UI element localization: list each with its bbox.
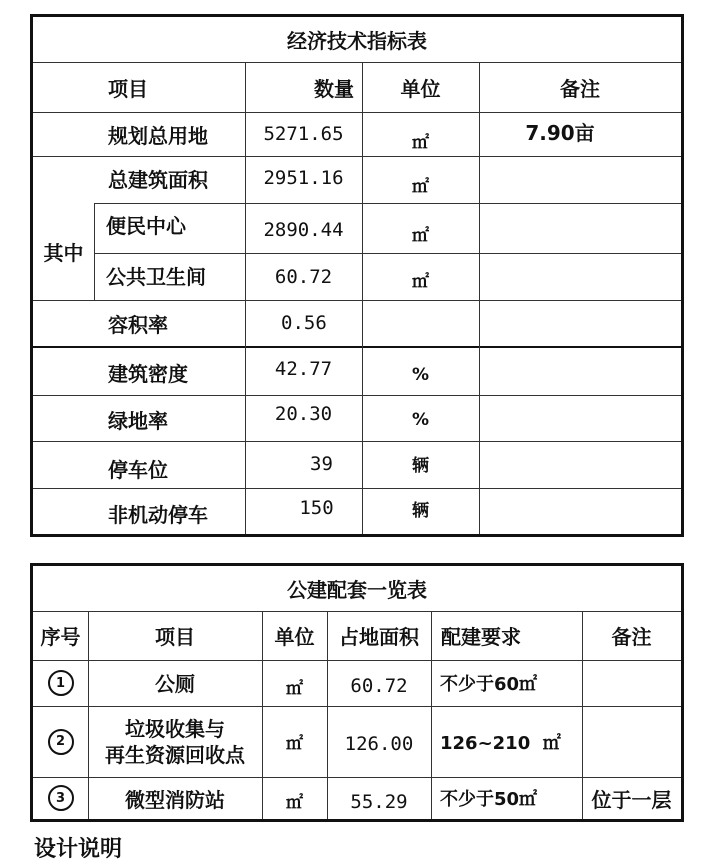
t2-row-requirement: 不少于50㎡: [440, 789, 538, 810]
t1-row-unit: ㎡: [412, 176, 429, 197]
t1-row-unit: 辆: [412, 455, 429, 476]
t2-row-unit: ㎡: [286, 734, 303, 754]
t1-row-quantity: 0.56: [281, 312, 327, 334]
t1-row-item: 非机动停车: [108, 502, 208, 527]
t1-row-quantity: 60.72: [274, 265, 333, 288]
t1-row-remark: [479, 156, 681, 203]
t2-header-unit: 单位: [274, 625, 315, 649]
t1-row-unit: %: [411, 364, 430, 385]
t1-row-unit: [362, 300, 479, 346]
t1-row-quantity: 2951.16: [263, 167, 344, 189]
t2-row-unit: ㎡: [286, 678, 303, 699]
t1-row-remark: 7.90亩: [525, 120, 595, 145]
t1-row-remark: [479, 300, 681, 346]
t1-row-unit: %: [411, 410, 430, 430]
t1-row-item: 公共卫生间: [106, 264, 206, 289]
t1-row-quantity: 20.30: [274, 403, 333, 425]
t1-row-unit: ㎡: [412, 132, 429, 153]
t1-row-item: 停车位: [108, 457, 168, 482]
t2-row-area: 55.29: [350, 791, 408, 813]
t1-row-item: 容积率: [108, 312, 168, 337]
t1-header-unit: 单位: [400, 76, 441, 101]
t1-header-quantity: 数量: [314, 76, 354, 101]
t2-header-no: 序号: [40, 625, 81, 649]
t1-row-quantity: 42.77: [274, 357, 333, 380]
t2-row-requirement: 不少于60㎡: [440, 674, 538, 695]
t1-vline: [94, 203, 95, 300]
t1-header-item: 项目: [108, 76, 148, 101]
t2-row-remark: [582, 706, 681, 777]
t1-group-label: 其中: [43, 241, 84, 265]
design-notes-heading: 设计说明: [34, 837, 123, 862]
circled-number-icon: 1: [48, 670, 74, 696]
t1-row-item: 建筑密度: [108, 362, 188, 386]
t2-header-remark: 备注: [611, 625, 652, 649]
t2-row-item: 公厕: [155, 671, 195, 696]
t1-row-item: 绿地率: [108, 408, 168, 433]
t1-row-quantity: 39: [310, 453, 333, 475]
t1-row-quantity: 2890.44: [263, 218, 344, 241]
t1-row-quantity: 150: [299, 497, 334, 519]
t2-row-no: [33, 660, 88, 706]
t2-row-unit: ㎡: [286, 792, 303, 813]
t2-row-area: 126.00: [344, 732, 414, 755]
t1-row-remark: [479, 253, 681, 300]
t2-row-remark: [582, 660, 681, 706]
t2-row-item: 微型消防站: [125, 787, 225, 812]
t2-row-no: [33, 777, 88, 819]
t1-row-quantity: 5271.65: [263, 123, 344, 145]
t1-row-item: 便民中心: [106, 213, 186, 238]
t1-row-remark: [479, 488, 681, 534]
t1-row-remark: [479, 346, 681, 395]
t2-row-no: [33, 706, 88, 777]
t2-header-item: 项目: [155, 625, 195, 649]
t1-row-unit: ㎡: [412, 272, 429, 292]
t1-header-remark: 备注: [560, 76, 600, 101]
table2-title: 公建配套一览表: [287, 578, 427, 602]
circled-number-icon: 2: [48, 729, 74, 755]
t2-row-item-line1: 垃圾收集与: [125, 716, 225, 741]
t2-row-requirement: 126~210 ㎡: [440, 732, 561, 754]
t1-row-unit: ㎡: [412, 226, 429, 246]
t2-header-requirement: 配建要求: [441, 625, 521, 649]
t2-row-item: [88, 706, 262, 777]
t1-row-item: 规划总用地: [108, 123, 208, 148]
t2-row-item-line2: 再生资源回收点: [105, 742, 245, 767]
t2-vline: [431, 611, 432, 819]
circled-number-icon: 3: [48, 785, 74, 811]
t1-row-item: 总建筑面积: [108, 167, 208, 192]
t1-row-remark: [479, 441, 681, 488]
t1-row-remark: [479, 395, 681, 441]
t2-header-area: 占地面积: [339, 625, 419, 649]
t1-row-remark: [479, 203, 681, 253]
t1-row-unit: 辆: [412, 500, 429, 521]
t2-row-remark: 位于一层: [591, 787, 672, 812]
table1-title: 经济技术指标表: [287, 29, 427, 53]
t2-row-area: 60.72: [350, 675, 408, 697]
